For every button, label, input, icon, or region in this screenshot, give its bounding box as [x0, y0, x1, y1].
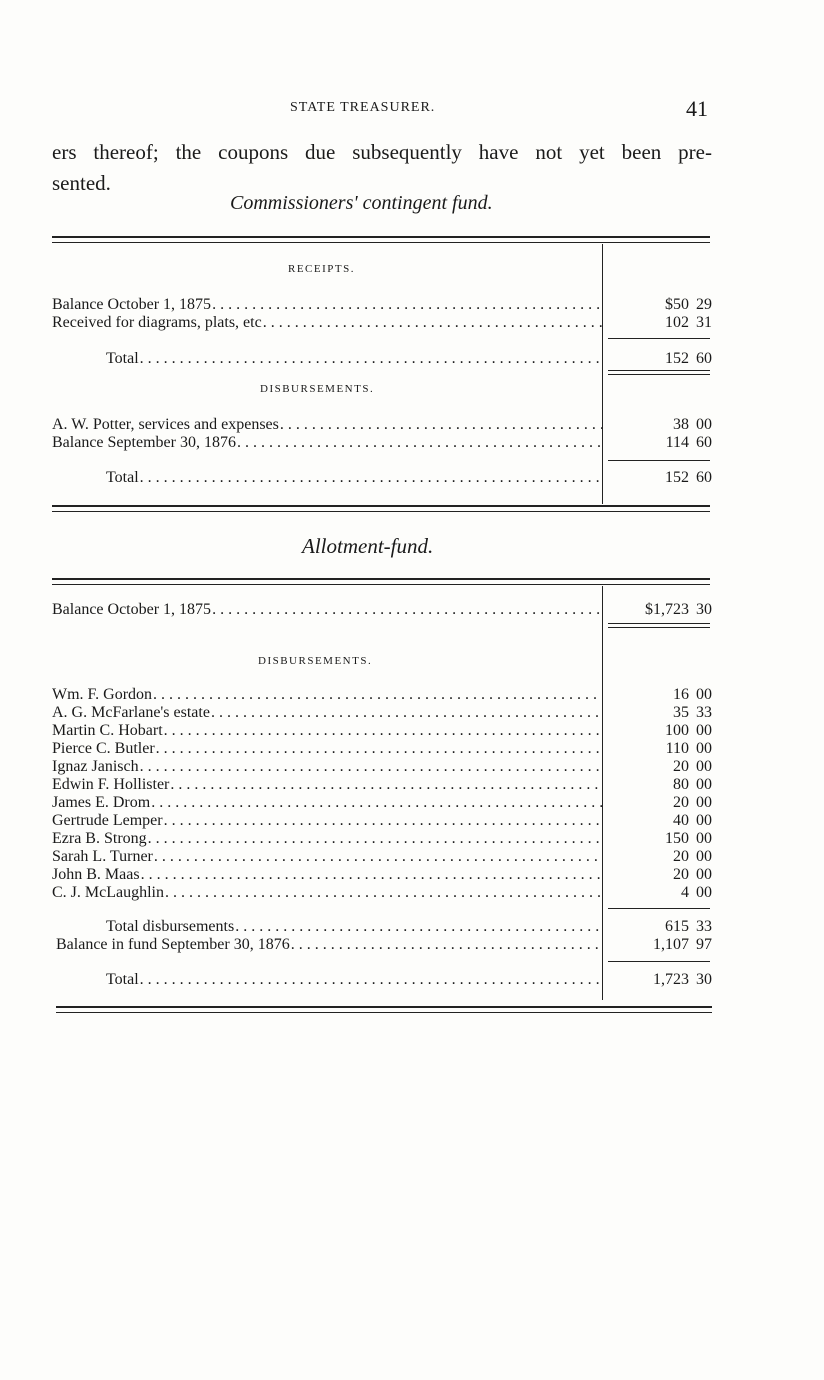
table-bottom-rule — [52, 505, 710, 512]
page-number: 41 — [686, 96, 708, 121]
ledger-row — [52, 830, 712, 848]
receipts-heading: RECEIPTS. — [288, 263, 355, 275]
column-divider — [602, 244, 603, 504]
row-amount: 40 00 — [673, 812, 712, 829]
total-row — [52, 469, 712, 487]
row-label: Total disbursements — [106, 918, 235, 935]
row-label: A. G. McFarlane's estate — [52, 704, 210, 721]
row-label: Balance September 30, 1876 — [52, 434, 236, 451]
row-label: John B. Maas — [52, 866, 140, 883]
row-amount: 152 60 — [665, 469, 712, 486]
running-title: STATE TREASURER. — [290, 100, 436, 115]
row-label: Total — [106, 971, 139, 988]
disbursements-heading: DISBURSEMENTS. — [258, 655, 373, 667]
total-row — [52, 918, 712, 936]
row-label: A. W. Potter, services and expenses — [52, 416, 279, 433]
total-double-rule — [608, 623, 710, 628]
row-label: Pierce C. Butler — [52, 740, 155, 757]
row-label: James E. Drom — [52, 794, 151, 811]
row-label: Total — [106, 469, 139, 486]
ledger-row — [52, 740, 712, 758]
total-double-rule — [608, 370, 710, 375]
row-label: Balance in fund September 30, 1876 — [56, 936, 290, 953]
subtotal-rule — [608, 338, 710, 339]
row-amount: 20 00 — [673, 866, 712, 883]
contingent-fund-title: Commissioners' contingent fund. — [230, 192, 493, 214]
row-amount: 20 00 — [673, 758, 712, 775]
disbursements-heading: DISBURSEMENTS. — [260, 383, 375, 395]
subtotal-rule — [608, 908, 710, 909]
total-row — [52, 971, 712, 989]
row-label: Balance October 1, 1875 — [52, 601, 212, 618]
table-top-rule — [52, 236, 710, 243]
row-amount: 20 00 — [673, 794, 712, 811]
row-amount: 150 00 — [665, 830, 712, 847]
intro-line-1: ers thereof; the coupons due subsequently have not yet been pre- — [52, 140, 712, 164]
ledger-row — [52, 686, 712, 704]
ledger-row — [52, 758, 712, 776]
row-amount: $1,723 30 — [645, 601, 712, 618]
row-amount: 4 00 — [681, 884, 712, 901]
row-label: Edwin F. Hollister — [52, 776, 170, 793]
ledger-row — [52, 866, 712, 884]
intro-line-2: sented. — [52, 171, 111, 195]
row-amount: 114 60 — [665, 434, 712, 451]
ledger-row — [52, 776, 712, 794]
row-amount: 100 00 — [665, 722, 712, 739]
row-label: Balance October 1, 1875 — [52, 296, 212, 313]
subtotal-rule — [608, 961, 710, 962]
row-amount: 152 60 — [665, 350, 712, 367]
row-amount: $50 29 — [665, 296, 712, 313]
row-amount: 35 33 — [673, 704, 712, 721]
ledger-row — [52, 704, 712, 722]
row-label: Total — [106, 350, 139, 367]
table-bottom-rule — [56, 1006, 712, 1013]
row-amount: 102 31 — [665, 314, 712, 331]
allotment-fund-title: Allotment-fund. — [302, 534, 434, 558]
row-label: Received for diagrams, plats, etc — [52, 314, 262, 331]
subtotal-rule — [608, 460, 710, 461]
ledger-row — [52, 314, 712, 332]
row-label: Wm. F. Gordon — [52, 686, 153, 703]
total-row — [52, 350, 712, 368]
ledger-row — [52, 722, 712, 740]
row-label: C. J. McLaughlin — [52, 884, 164, 901]
row-amount: 615 33 — [665, 918, 712, 935]
ledger-row — [52, 601, 712, 619]
row-label: Ezra B. Strong — [52, 830, 147, 847]
ledger-row — [52, 884, 712, 902]
row-amount: 16 00 — [673, 686, 712, 703]
ledger-row — [52, 434, 712, 452]
row-amount: 80 00 — [673, 776, 712, 793]
row-label: Ignaz Janisch — [52, 758, 139, 775]
ledger-row — [52, 936, 712, 954]
row-amount: 1,723 30 — [653, 971, 712, 988]
row-amount: 110 00 — [665, 740, 712, 757]
row-label: Gertrude Lemper — [52, 812, 163, 829]
ledger-row — [52, 794, 712, 812]
ledger-row — [52, 848, 712, 866]
row-amount: 38 00 — [673, 416, 712, 433]
row-label: Martin C. Hobart — [52, 722, 163, 739]
row-amount: 1,107 97 — [653, 936, 712, 953]
row-amount: 20 00 — [673, 848, 712, 865]
ledger-row — [52, 812, 712, 830]
ledger-row — [52, 296, 712, 314]
ledger-row — [52, 416, 712, 434]
row-label: Sarah L. Turner — [52, 848, 153, 865]
table-top-rule — [52, 578, 710, 585]
